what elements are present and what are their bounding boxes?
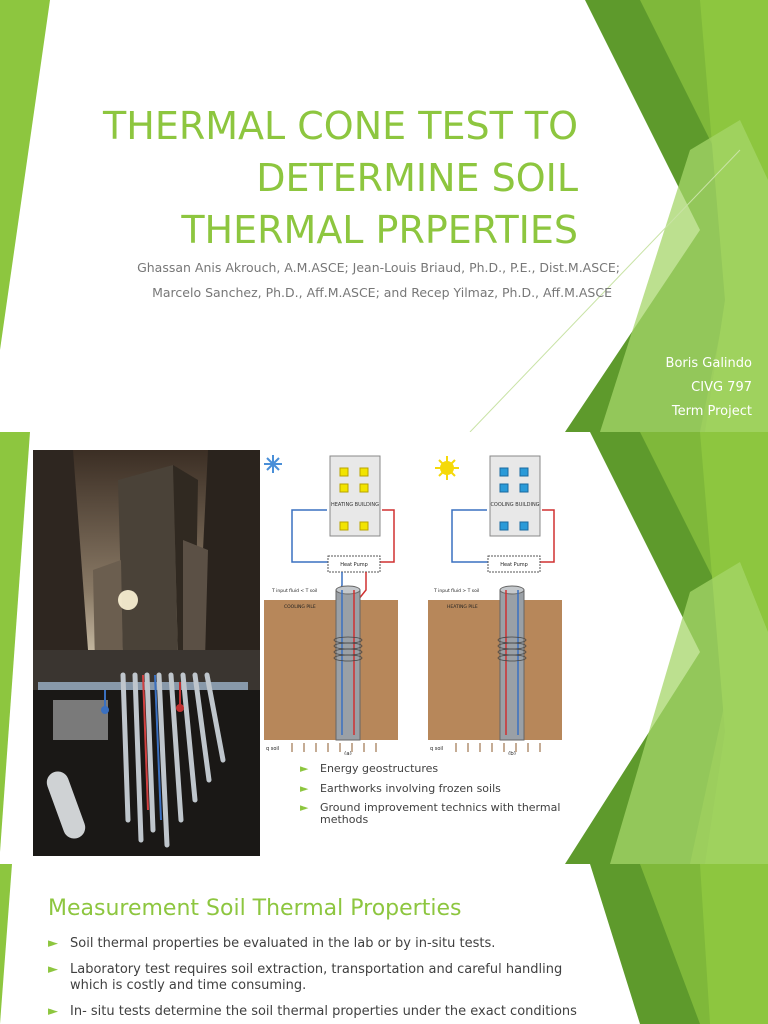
right-condition: T input fluid > T soil bbox=[434, 589, 480, 594]
energy-pile-diagram bbox=[262, 450, 562, 755]
authors-line-1: Ghassan Anis Akrouch, A.M.ASCE; Jean-Louis Briaud, Ph.D., P.E., Dist.M.ASCE; bbox=[137, 260, 620, 275]
measurement-list bbox=[48, 936, 578, 1020]
authors-line-2: Marcelo Sanchez, Ph.D., Aff.M.ASCE; and Recep Yilmaz, Ph.D., Aff.M.ASCE bbox=[152, 285, 612, 300]
panel-b-label: (b) bbox=[508, 751, 516, 755]
project-label: Term Project bbox=[671, 404, 752, 419]
panel-a-label: (a) bbox=[344, 751, 352, 755]
bullet-arrow-icon: ► bbox=[48, 936, 58, 951]
presenter-name: Boris Galindo bbox=[665, 356, 752, 371]
bullet-arrow-icon: ► bbox=[300, 762, 309, 775]
heat-pump-left: Heat Pump bbox=[340, 562, 368, 568]
title-line-3: THERMAL PRPERTIES bbox=[181, 208, 578, 252]
left-condition: T input fluid < T soil bbox=[272, 589, 318, 594]
right-pile-label: HEATING PILE bbox=[447, 605, 478, 610]
bullet-arrow-icon: ► bbox=[48, 1004, 58, 1019]
left-building-label: HEATING BUILDING bbox=[331, 502, 379, 508]
application-list bbox=[300, 762, 570, 826]
title-line-2: DETERMINE SOIL bbox=[256, 156, 578, 200]
list-item: ► Ground improvement technics with thermal methods bbox=[300, 801, 561, 826]
list-item: ► Energy geostructures bbox=[300, 762, 439, 775]
energy-pile-photo bbox=[33, 450, 260, 856]
title-slide bbox=[0, 0, 768, 432]
application-slide bbox=[0, 432, 768, 864]
heat-pump-right: Heat Pump bbox=[500, 562, 528, 568]
list-item: ► Earthworks involving frozen soils bbox=[300, 782, 501, 795]
bullet-arrow-icon: ► bbox=[300, 801, 309, 814]
list-item: ► Soil thermal properties be evaluated in the lab or by in-situ tests. bbox=[48, 936, 496, 951]
left-pile-label: COOLING PILE bbox=[284, 605, 316, 610]
right-building-label: COOLING BUILDING bbox=[490, 502, 540, 508]
list-item: ► In- situ tests determine the soil thermal properties under the exact conditions bbox=[48, 1004, 577, 1019]
slide-title: Measurement Soil Thermal Properties bbox=[48, 896, 462, 921]
slide-title bbox=[58, 100, 578, 256]
measurement-slide bbox=[0, 864, 768, 1024]
q-soil-left: q soil bbox=[266, 746, 280, 752]
title-line-1: THERMAL CONE TEST TO bbox=[103, 104, 578, 148]
bullet-arrow-icon: ► bbox=[48, 962, 58, 977]
list-item: ► Laboratory test requires soil extraction, transportation and careful handling which is costly and time consuming. bbox=[48, 962, 563, 993]
bullet-arrow-icon: ► bbox=[300, 782, 309, 795]
q-soil-right: q soil bbox=[430, 746, 444, 752]
course-code: CIVG 797 bbox=[691, 380, 752, 395]
